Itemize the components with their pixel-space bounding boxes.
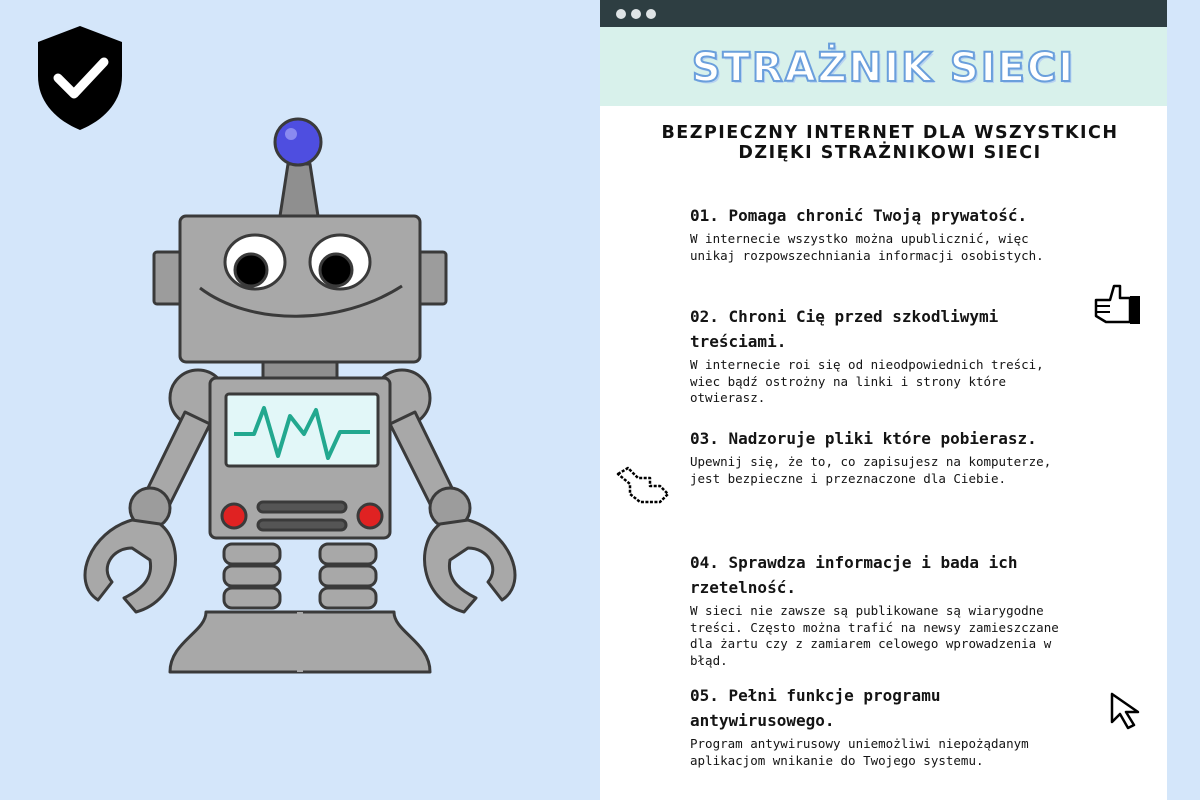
arrow-cursor-icon [1110, 692, 1150, 732]
window-dot-icon [616, 9, 626, 19]
point-title: 04. Sprawdza informacje i bada ich rzetelność. [690, 553, 1018, 597]
window-titlebar [600, 0, 1167, 27]
pointing-hand-icon [616, 464, 670, 506]
list-item [690, 683, 1080, 769]
window-dot-icon [631, 9, 641, 19]
point-title: 02. Chroni Cię przed szkodliwymi treściami. [690, 307, 999, 351]
brand-banner [600, 27, 1167, 106]
point-description: Program antywirusowy uniemożliwi niepożądanym aplikacjom wnikanie do Twojego systemu. [690, 736, 1029, 768]
info-panel [600, 0, 1167, 800]
point-title: 05. Pełni funkcje programu antywirusowego. [690, 686, 941, 730]
page-subtitle: BEZPIECZNY INTERNET DLA WSZYSTKICH DZIĘKI STRAŻNIKOWI SIECI [661, 123, 1119, 163]
point-description: Upewnij się, że to, co zapisujesz na komputerze, jest bezpieczne i przeznaczone dla Ciebie. [690, 454, 1052, 486]
point-description: W sieci nie zawsze są publikowane są wiarygodne treści. Często można trafić na newsy zamieszczane dla żartu czy z zamiarem celowego wprowadzenia w błąd. [690, 603, 1059, 668]
list-item [690, 550, 1080, 669]
point-description: W internecie roi się od nieodpowiednich treści, wiec bądź ostrożny na linki i strony które otwierasz. [690, 357, 1044, 405]
point-title: 03. Nadzoruje pliki które pobierasz. [690, 429, 1037, 448]
window-dot-icon [646, 9, 656, 19]
point-description: W internecie wszystko można upublicznić, więc unikaj rozpowszechniania informacji osobistych. [690, 231, 1044, 263]
background-strip [1167, 0, 1200, 800]
list-item [690, 304, 1080, 407]
thumbs-up-icon [1092, 282, 1142, 326]
point-title: 01. Pomaga chronić Twoją prywatość. [690, 206, 1028, 225]
list-item [690, 203, 1080, 264]
robot-illustration [50, 112, 550, 692]
list-item [690, 426, 1080, 487]
brand-title: STRAŻNIK SIECI [691, 45, 1076, 91]
